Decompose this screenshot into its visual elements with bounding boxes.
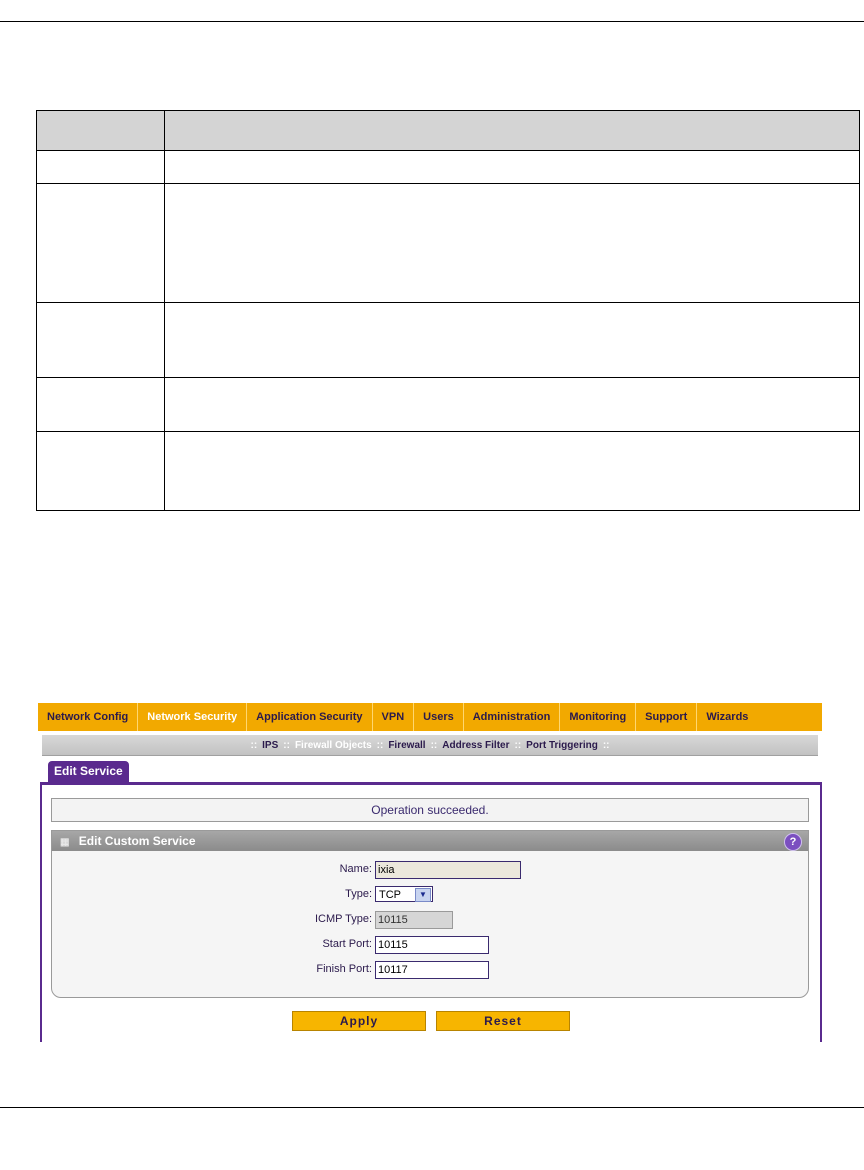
section-title: Edit Custom Service: [78, 834, 196, 848]
table-cell: [165, 432, 860, 511]
table-cell: [165, 184, 860, 303]
nav-application-security[interactable]: Application Security: [247, 703, 372, 731]
subnav-address-filter[interactable]: Address Filter: [442, 739, 510, 751]
tab-edit-service[interactable]: Edit Service: [48, 761, 129, 782]
nav-vpn[interactable]: VPN: [373, 703, 415, 731]
table-cell: [37, 151, 165, 184]
bottom-rule: [0, 1107, 864, 1108]
chevron-down-icon[interactable]: ▼: [415, 888, 431, 902]
subnav-firewall[interactable]: Firewall: [388, 739, 426, 751]
document-table: [36, 110, 860, 511]
nav-administration[interactable]: Administration: [464, 703, 561, 731]
type-select-value: TCP: [379, 889, 401, 901]
table-cell: [37, 432, 165, 511]
grip-icon: ▦: [60, 837, 70, 848]
nav-network-config[interactable]: Network Config: [38, 703, 138, 731]
subnav-port-triggering[interactable]: Port Triggering: [526, 739, 598, 751]
sub-nav-bar: [42, 735, 818, 756]
type-label: Type:: [345, 888, 372, 900]
subnav-separator: ::: [514, 739, 522, 751]
type-select[interactable]: [375, 886, 433, 902]
subnav-separator: ::: [250, 739, 258, 751]
top-rule: [0, 21, 864, 22]
table-cell: [165, 303, 860, 378]
start-port-label: Start Port:: [322, 938, 372, 950]
table-cell: [37, 303, 165, 378]
subnav-separator: ::: [430, 739, 438, 751]
table-header-cell: [37, 111, 165, 151]
table-header-cell: [165, 111, 860, 151]
subnav-ips[interactable]: IPS: [262, 739, 279, 751]
table-row: [37, 184, 860, 303]
table-cell: [37, 184, 165, 303]
start-port-row: [52, 936, 808, 954]
apply-button[interactable]: Apply: [292, 1011, 426, 1031]
top-nav-bar: [38, 703, 822, 731]
nav-network-security[interactable]: Network Security: [138, 703, 247, 731]
edit-service-panel: [40, 782, 822, 1042]
nav-support[interactable]: Support: [636, 703, 697, 731]
nav-monitoring[interactable]: Monitoring: [560, 703, 636, 731]
name-row: [52, 861, 808, 879]
status-message: Operation succeeded.: [51, 798, 809, 822]
icmp-type-row: [52, 911, 808, 929]
subnav-separator: ::: [376, 739, 384, 751]
subnav-separator: ::: [602, 739, 610, 751]
table-row: [37, 303, 860, 378]
reset-button[interactable]: Reset: [436, 1011, 570, 1031]
finish-port-field[interactable]: [375, 961, 489, 979]
subnav-firewall-objects[interactable]: Firewall Objects: [294, 739, 372, 751]
type-row: [52, 886, 808, 904]
nav-wizards[interactable]: Wizards: [706, 711, 749, 723]
table-row: [37, 151, 860, 184]
table-cell: [165, 151, 860, 184]
start-port-field[interactable]: [375, 936, 489, 954]
icmp-type-field: [375, 911, 453, 929]
name-label: Name:: [339, 863, 372, 875]
section-header: [52, 831, 808, 851]
table-cell: [165, 378, 860, 432]
icmp-type-label: ICMP Type:: [314, 913, 372, 925]
table-row: [37, 378, 860, 432]
router-ui-screenshot: [36, 700, 824, 1042]
table-cell: [37, 378, 165, 432]
finish-port-label: Finish Port:: [316, 963, 372, 975]
name-field[interactable]: [375, 861, 521, 879]
finish-port-row: [52, 961, 808, 979]
table-header-row: [37, 111, 860, 151]
subnav-separator: ::: [283, 739, 290, 751]
table-row: [37, 432, 860, 511]
edit-custom-service-section: [51, 830, 809, 998]
help-icon[interactable]: ?: [784, 833, 802, 851]
nav-users[interactable]: Users: [414, 703, 464, 731]
